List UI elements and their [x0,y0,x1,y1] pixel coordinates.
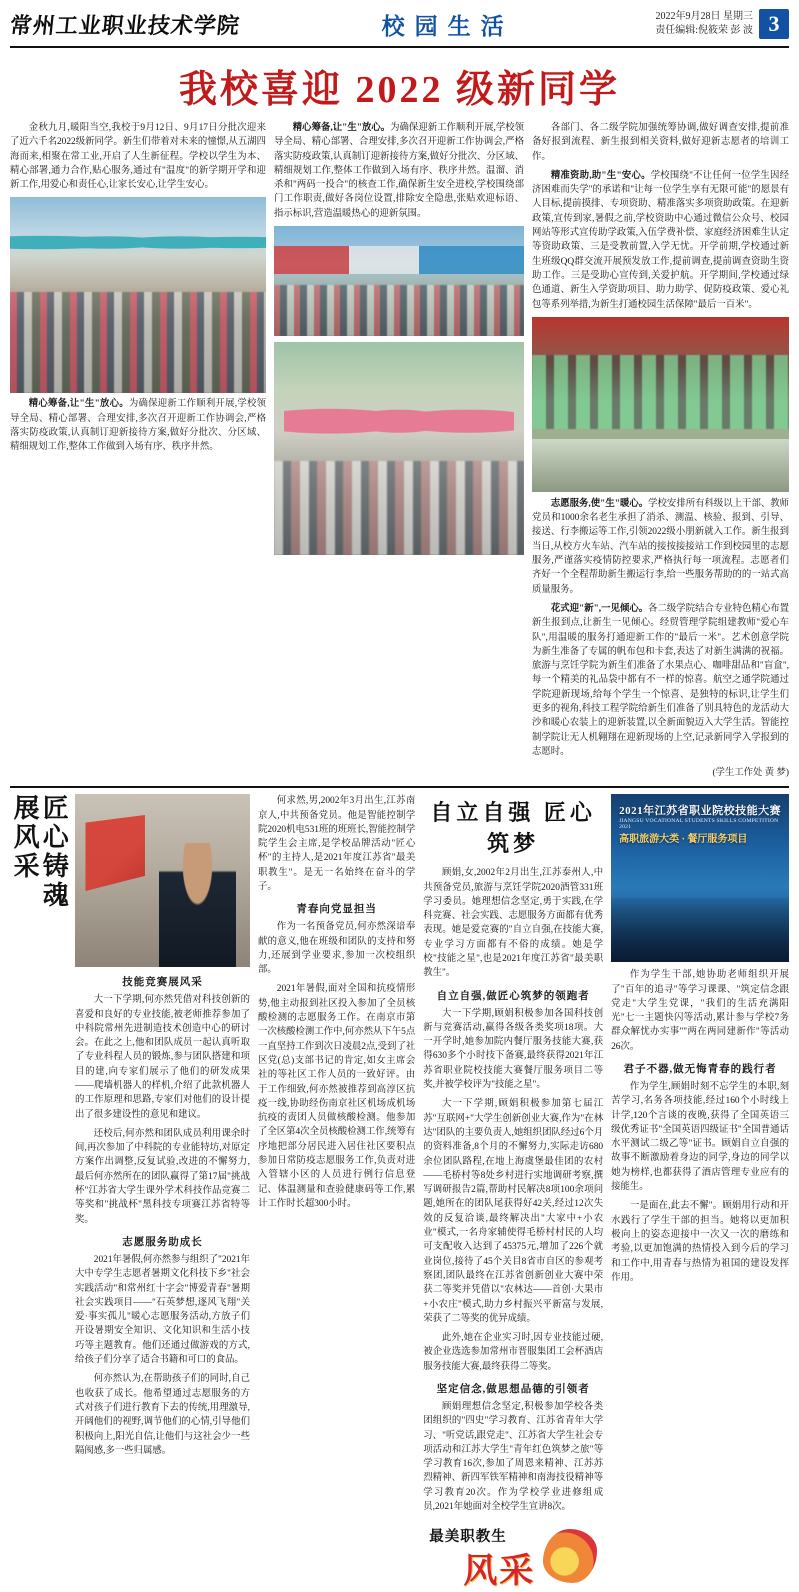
article-paragraph: 各部门、各二级学院加强统筹协调,做好调查安排,提前准备好报到流程、新生报到相关资料,做好迎新志愿者的培训工作。 [532,123,789,162]
column-left [10,121,266,778]
photo-student-portrait [75,794,250,967]
caption-text: 为确保迎新工作顺利开展,学校领导全局、精心部署、合理安排,多次召开迎新工作协调会,严格落实防疫政策,认真制订迎新接待方案,做好分批次、分区域、精细规划工作,整体工作做到入场有序、秩序井然。 [10,399,266,452]
article-paragraph: 大一下学期,顾娟积极参加各国科技创新与竞赛活动,赢得各级各类奖项18项。大一开学时,她参加院内餐厅服务技能大赛,获得630多个小时技下备赛,最终获得2021年江苏省职业院校技能大赛餐厅服务项目二等奖,并被学校评为"技能之星"。 [423,1008,604,1091]
column-middle [274,121,524,778]
subhead-skill: 技能竞赛展风采 [122,977,203,989]
article-paragraph: 此外,她在企业实习时,因专业技能过硬,被企业选选参加常州市晋服集团工会杯酒店服务技能大赛,最终获得二等奖。 [423,1333,604,1372]
page-number-badge: 3 [759,9,789,39]
bottom-article-area [10,794,789,1591]
column-right [532,121,789,778]
masthead-rule [10,46,789,48]
paragraph-lead: 花式迎"新",一见倾心。 [550,603,649,614]
subhead-prize: 君子不器,做无悔青春的践行者 [623,1063,777,1075]
logo-line-2: 风采 [463,1553,536,1591]
photo-welcome-crowd [10,197,266,393]
article-paragraph: 金秋九月,暖阳当空,我校于9月12日、9月17日分批次迎来了近六千名2022级新同学。新生们带着对未来的憧憬,从五湖四海而来,相聚在常工业,开启了人生新征程。学校以学生为本、精心部署,通力合作,贴心服务,通过有"温度"的新学期开学和迎新工作,用爱心和责任心,让家长安心,让学生安心。 [10,123,266,191]
paragraph-text: 各二级学院结合专业特色精心布置新生报到点,让新生一见倾心。经贸管理学院组建教师"爱心车队",用温暖的服务打通迎新工作的"最后一米"。艺术创意学院为新生准备了专属的帆布包和卡套,表达了对新生满满的祝福。旅游与烹饪学院为新生们准备了水果点心、咖啡甜品和"盲盒",每一个精美的礼品袋中都有不一样的惊喜。航空之通学院通过学院迎新现场,给每个学生一个惊喜、是独特的标识,让学生们更多的视角,科技工程学院给新生们准备了别具特色的龙活动大沙和暖心农装上的迎新装置,以全新面貌迈入大学生活。智能控制学院让无人机翱翔在迎新现场的上空,记录新同学入学报到的志愿时。 [532,603,789,757]
article-signature: (学生工作处 黄 梦) [712,768,789,779]
article-paragraph: 一是面在,此去不懈"。顾娟用行动和开水践行了学生干部的担当。她将以更加积极向上的姿态迎接中一次又一次的磨练和考验,以更加饱满的热情投入到今后的学习和工作中,用青春与热情为祖国的建设发挥作用。 [611,1201,789,1283]
top-article-area [10,121,789,778]
masthead-date-editors [655,10,753,39]
article-paragraph: 作为一名预备党员,何亦然深谙奉献的意义,他在班级和团队的支持和努力,还展到学业要求,参加一次校组织部。 [257,922,416,976]
subhead-leader: 自立自强,做匠心筑梦的领跑者 [436,990,590,1002]
paragraph-lead: 志愿服务,使"生"暖心。 [550,498,649,509]
editors-line: 责任编辑:倪筱荣 彭 波 [655,25,753,36]
stage-banner-subtitle-en: JIANGSU VOCATIONAL STUDENTS SKILLS COMPETITION 2021 [619,818,779,831]
article-paragraph: 2021年暑假,面对全国和抗疫情形势,他主动报到社区投入参加了全员核酸检测的志愿服务工作。在南京市第一次核酸检测工作中,何亦然从下午5点一直坚持工作到次日凌晨2点,受到了社区党(总)支部书记的肯定,如女主席会社的等社区工作人员的一致好评。由于工作细致,何亦然被推荐到高淳区抗疫一线,协助经伤南京社区机场成机场抗疫的责团人员做核酸检测。他参加了全区第4次全员核酸检测工作,统筹有序地把部分居民进入居住社区要积点参加日常防疫志愿服务工作,负责对进入管辖小区的人员进行例行信息登记、体温测量和查验健康码等工作,累计工作时长超300小时。 [257,984,416,1209]
bottom-column-2 [75,794,250,1591]
photo-volunteer-service [532,317,789,492]
masthead [10,0,789,44]
caption-lead: 精心筹备,让"生"放心。 [28,399,129,410]
paragraph-text: 为确保迎新工作顺利开展,学校领导全局、精心部署、合理安排,多次召开迎新工作协调会,严格落实防疫政策,认真制订迎新接待方案,做好分批次、分区域、精细规划工作,整体工作做到入场有序、秩序井然。温溜、消杀和"两码一投合"的核查工作,确保新生安全进校,学校围绕部门工作职责,做好各岗位设置,排除安全隐患,张贴欢迎标语、指示标识,营造温暖热心的迎新氛围。 [273,123,525,219]
article-paragraph: 2021年暑假,何亦然参与组织了"2021年大中专学生志愿者暑期文化科技下乡"社会实践活动"和常州红十字会"博爱青春"暑期社会实践项目——"石英梦想,逐风飞翔"关爱·事实孤儿"暖心志愿服务活动,方放子们开设暑期安全知识、文化知识和生活小技巧等主题教育。他们还通过做游戏的方式,给孩子们分享了适合书籍和可口的食品。 [75,1254,250,1366]
issue-date: 2022年9月28日 星期三 [655,10,753,22]
paragraph-lead: 精心筹备,让"生"放心。 [292,123,391,133]
photo-registration-tents [274,226,524,336]
leader-bio: 顾娟,女,2002年2月出生,江苏泰州人,中共预备党员,旅游与烹饪学院2020酒管331班学习委员。她理想信念坚定,勇于实践,在学科竞赛、社会实践、志愿服务方面都有优秀表现。她是爱竞赛的"自立自强,在技能大赛,专业学习方面都有不俗的成绩。她是学校"技能之星",也是2021年度江苏省"最美职教生"。 [423,868,604,979]
paragraph-text: 学校安排所有科级以上干部、教师党员和1000余名老生承担了消杀、测温、核验、报到、引导、接送、行李搬运等工作,引领2022级小朋新就入工作。新生报到当日,从校方火车站、汽车站的接按接接站工作到校园里的志愿服务,严谨落实疫情防控要求,严格执行每一项流程。志愿者们齐好一个全程帮助新生搬运行李,给一些服务帮助的的一站式高质量服务。 [532,498,789,595]
article-paragraph [532,497,789,597]
photo-new-students-walking [274,342,524,555]
article-paragraph: 作为学生,顾娟时刻不忘学生的本职,刻苦学习,名务各项技能,经过160个小时线上计学,120个言谈的夜晚,获得了全国英语三级优秀证书"全国英语四级证书"全国普通话水平测试二级乙等"证书。顾娟自立自强的故事不断激励着身边的同学,身边的同学以她为榜样,也都获得了酒店管理专业应有的接能生。 [611,1081,789,1193]
article-paragraph: 大一下学期,顾娟积极参加第七届江苏"互联网+"大学生创新创业大赛,作为"在林达"团队的主要负责人,她组织团队经过6个月的资料准备,8个月的不懈努力,实际走访680余位团队路程,在地上海虞堡最佳团的农村——毛桥村等8处乡村进行实地调研考察,撰写调研报告2篇,帮助村民解决8项100余项问题,她所在的团队尾获得好42关,经过12次失效的反复洽谈,最终解决出"大家中+小农业"模式,一名舟家辅使得毛桥村村民的人均可支配收入达到了45375元,增加了226个就业岗位,接待了45个关目8省市自区的参观考察团,团队最终在江苏省创新创业大赛中荣获二等奖并凭借以"农林达——首创·大果市+小农庄"模式,助力乡村振兴平新富与发展,荣获了二等奖的优异成绩。 [423,1099,604,1324]
subhead-party: 青春向党显担当 [296,904,377,916]
subhead-service: 志愿服务助成长 [122,1236,203,1248]
paragraph-text: 学校围绕"不让任何一位学生因经济困难而失学"的承诺和"让每一位学生享有无限可能"的愿景有人目标,提前摸排、专项资助、精准落实多项资助政策。在迎新政策,宣传到家,暑假之前,学校资助中心通过微信公众号、校园网站等形式宣传助学政策,入伍学费补偿、家庭经济困难生认定等资助政策、三是受教前置,入学无忧。开学前期,学校通过新生班级QQ群交流开展预发放工作,提前调查,提前调查资助生资助工作。三是受助心宣传到,关爱护航。开学期间,学校通过绿色通道、新生入学资助项目、助力助学、促防疫政策、爱心礼包等系列举措,为新生打通校园生活保障"最后一百米"。 [532,170,789,310]
bottom-column-4 [423,794,603,1591]
main-headline: 我校喜迎 2022 级新同学 [178,69,620,111]
stage-banner-subtitle-cn: 高职旅游大类 · 餐厅服务项目 [619,834,748,846]
section-divider [10,786,789,788]
vertical-title-column [10,794,67,1591]
article-paragraph [532,169,789,312]
bottom-column-5 [611,794,789,1591]
publication-name: 常州工业职业技术学院 [8,12,242,38]
photo-caption-1 [10,397,266,453]
stage-banner-title: 2021年江苏省职业院校技能大赛 [619,805,782,818]
article-paragraph: 何亦然认为,在帮助孩子们的同时,自己也收获了成长。他希望通过志愿服务的方式对孩子们进行教育下去的传统,用理激导,开阔他们的视野,调节他们的心情,引导他们积极向上,阳光自信,让他们与这社会少一些隔阂感,多一些归属感。 [75,1374,250,1456]
section-headline-2: 自立自强 匠心筑梦 [430,800,596,857]
student-bio: 何求然,男,2002年3月出生,江苏南京人,中共预备党员。他是智能控制学院2020机电531班的班班长,智能控制学院学生会主席,是学校品牌活动"匠心杯"的主持人,是2021年度江苏省"最美职教生"。是无一名始终在奋斗的学子。 [257,796,416,892]
vertical-headline-part2: 展风采 [10,794,40,882]
paragraph-lead: 精准资助,助"生"安心。 [550,170,651,181]
subhead-faith: 坚定信念,做思想品德的引领者 [436,1384,590,1395]
flame-icon [543,1529,597,1583]
masthead-meta [655,9,789,39]
bottom-column-3 [258,794,415,1591]
article-paragraph [274,121,524,221]
article-paragraph [532,602,789,759]
logo-line-1: 最美职教生 [429,1529,507,1546]
best-vocational-student-logo [423,1519,603,1591]
section-title: 校园生活 [381,13,514,39]
article-paragraph: 作为学生干部,她协助老师组织开展了"百年的追寻"等学习课课、"筑定信念跟党走"大学生党课，"我们的生活充满阳光"七一主题快闪等活动,累计参与学校7务群众解忧办实事""两在两同建新作"等活动26次。 [611,970,789,1052]
article-paragraph: 还校后,何亦然和团队成员利用课余时间,再次参加了中科院的专业能特坊,对原定方案作出调整,反复试验,改进的不懈努力,最后何亦然所在的团队赢得了第17届"挑战杯"江苏省大学生课外学术科技作品竞赛二等奖和"挑战杯"黑科技专项赛江苏省特等奖。 [75,1128,250,1225]
article-paragraph: 顾娟理想信念坚定,积极参加学校各类团组织的"四史"学习教育、江苏省青年大学习、"听党话,跟党走"、江苏省大学生社会专项活动和江苏大学生"青年红色筑梦之旅"等学习教育16次,参加了周恩来精神、江苏苏烈精神、新四军铁军精神和南海技役精神等学习教育20次。作为学校学业进修组成员,2021年她面对全校学生宣讲8次。 [423,1402,604,1513]
vertical-headline [10,794,68,1354]
photo-skills-competition-stage [611,794,789,962]
article-paragraph: 大一下学期,何亦然凭借对科技创新的喜爱和良好的专业技能,被老师推荐参加了中科院常州先进制造技术创造中心的研讨会。在此之上,他和团队成员一起认真听取了专业科程人员的锻炼,参与团队搭建和项目的建,向专家们展示了他们的研发成果——爬墙机器人的样机,介绍了此款机器人的工作原理和思路,专家们对他们的设计提出了很多建设性的意见和建议。 [75,995,250,1120]
vertical-headline-part1: 匠心铸魂 [39,794,69,911]
